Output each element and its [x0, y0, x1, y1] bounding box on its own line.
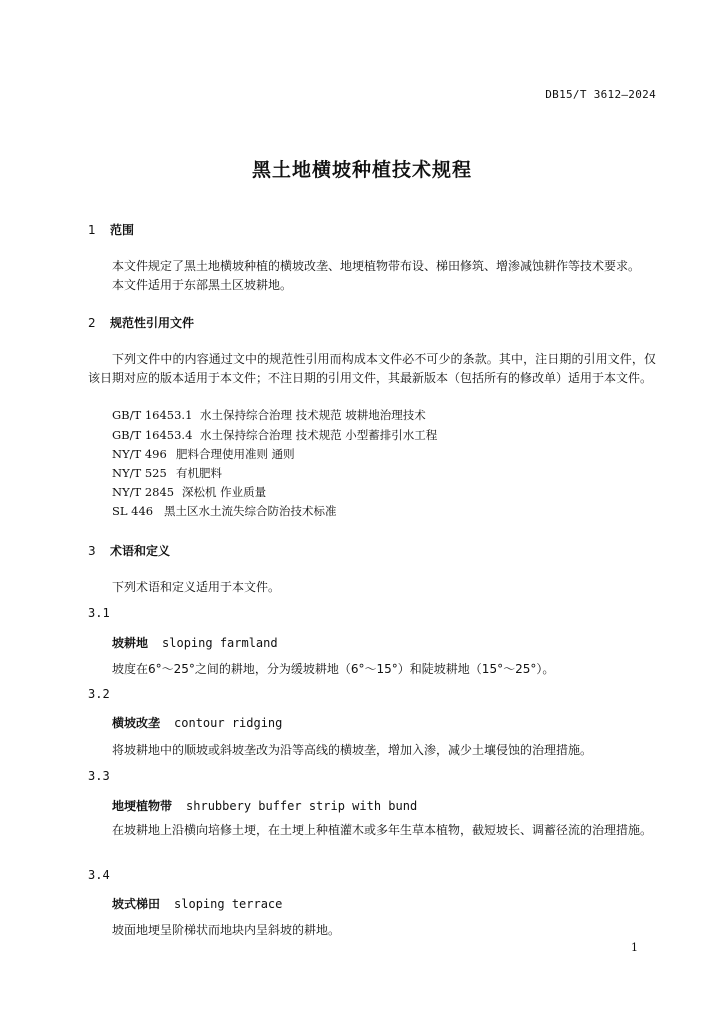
- reference-item: [112, 446, 295, 462]
- reference-title: 有机肥料: [176, 466, 222, 480]
- reference-item: [112, 427, 437, 443]
- term-heading: [112, 797, 417, 814]
- term-name-en: sloping terrace: [174, 897, 283, 911]
- scope-paragraph-1: 本文件规定了黑土地横坡种植的横坡改垄、地埂植物带布设、梯田修筑、增渗减蚀耕作等技术要求。: [112, 259, 641, 273]
- page-number: 1: [631, 941, 638, 954]
- section-heading-scope: [88, 221, 134, 238]
- section-title: 范围: [110, 223, 135, 237]
- reference-item: [112, 484, 266, 500]
- section-title: 规范性引用文件: [110, 316, 195, 330]
- term-definition: 将坡耕地中的顺坡或斜坡垄改为沿等高线的横坡垄，增加入渗，减少土壤侵蚀的治理措施。: [112, 743, 593, 757]
- term-name-en: shrubbery buffer strip with bund: [186, 799, 418, 813]
- term-name-zh: 坡耕地: [112, 636, 149, 650]
- terms-intro-paragraph: 下列术语和定义适用于本文件。: [112, 580, 281, 594]
- term-name-en: contour ridging: [174, 716, 283, 730]
- reference-code: NY/T 2845: [112, 485, 175, 499]
- term-number: 3.1: [88, 606, 110, 620]
- reference-title: 水土保持综合治理 技术规范 坡耕地治理技术: [200, 408, 426, 422]
- section-number: 1: [88, 223, 96, 237]
- document-title: 黑土地横坡种植技术规程: [251, 159, 472, 181]
- term-number: 3.4: [88, 868, 110, 882]
- term-definition: 坡面地埂呈阶梯状而地块内呈斜坡的耕地。: [112, 923, 341, 937]
- document-code: DB15/T 3612—2024: [545, 88, 656, 101]
- reference-title: 黑土区水土流失综合防治技术标准: [164, 504, 337, 518]
- term-name-zh: 横坡改垄: [112, 716, 161, 730]
- reference-code: NY/T 496: [112, 447, 167, 461]
- references-intro-paragraph: 下列文件中的内容通过文中的规范性引用而构成本文件必不可少的条款。其中，注日期的引用文件，仅该日期对应的版本适用于本文件；不注日期的引用文件，其最新版本（包括所有的修改单）适用于本文件。: [88, 352, 656, 385]
- reference-title: 水土保持综合治理 技术规范 小型蓄排引水工程: [200, 428, 438, 442]
- term-definition: 坡度在6°～25°之间的耕地，分为缓坡耕地（6°～15°）和陡坡耕地（15°～25°）。: [112, 662, 555, 676]
- section-heading-terms-and-definitions: [88, 542, 170, 559]
- reference-code: SL 446: [112, 504, 154, 518]
- term-name-zh: 地埂植物带: [112, 799, 173, 813]
- term-name-zh: 坡式梯田: [112, 897, 161, 911]
- term-number: 3.3: [88, 769, 110, 783]
- scope-paragraph-2: 本文件适用于东部黑土区坡耕地。: [112, 278, 293, 292]
- reference-code: GB/T 16453.4: [112, 428, 193, 442]
- term-heading: [112, 714, 282, 731]
- term-definition: 在坡耕地上沿横向培修土埂，在土埂上种植灌木或多年生草本植物，截短坡长、调蓄径流的治理措施。: [112, 823, 653, 837]
- section-number: 3: [88, 544, 96, 558]
- reference-item: [112, 503, 337, 519]
- reference-code: NY/T 525: [112, 466, 167, 480]
- reference-item: [112, 465, 222, 481]
- reference-item: [112, 407, 426, 423]
- reference-title: 肥料合理使用准则 通则: [176, 447, 295, 461]
- term-name-en: sloping farmland: [162, 636, 278, 650]
- section-number: 2: [88, 316, 96, 330]
- section-heading-normative-references: [88, 314, 194, 331]
- term-number: 3.2: [88, 687, 110, 701]
- reference-title: 深松机 作业质量: [182, 485, 267, 499]
- term-heading: [112, 634, 278, 651]
- section-title: 术语和定义: [110, 544, 171, 558]
- reference-code: GB/T 16453.1: [112, 408, 193, 422]
- term-heading: [112, 895, 282, 912]
